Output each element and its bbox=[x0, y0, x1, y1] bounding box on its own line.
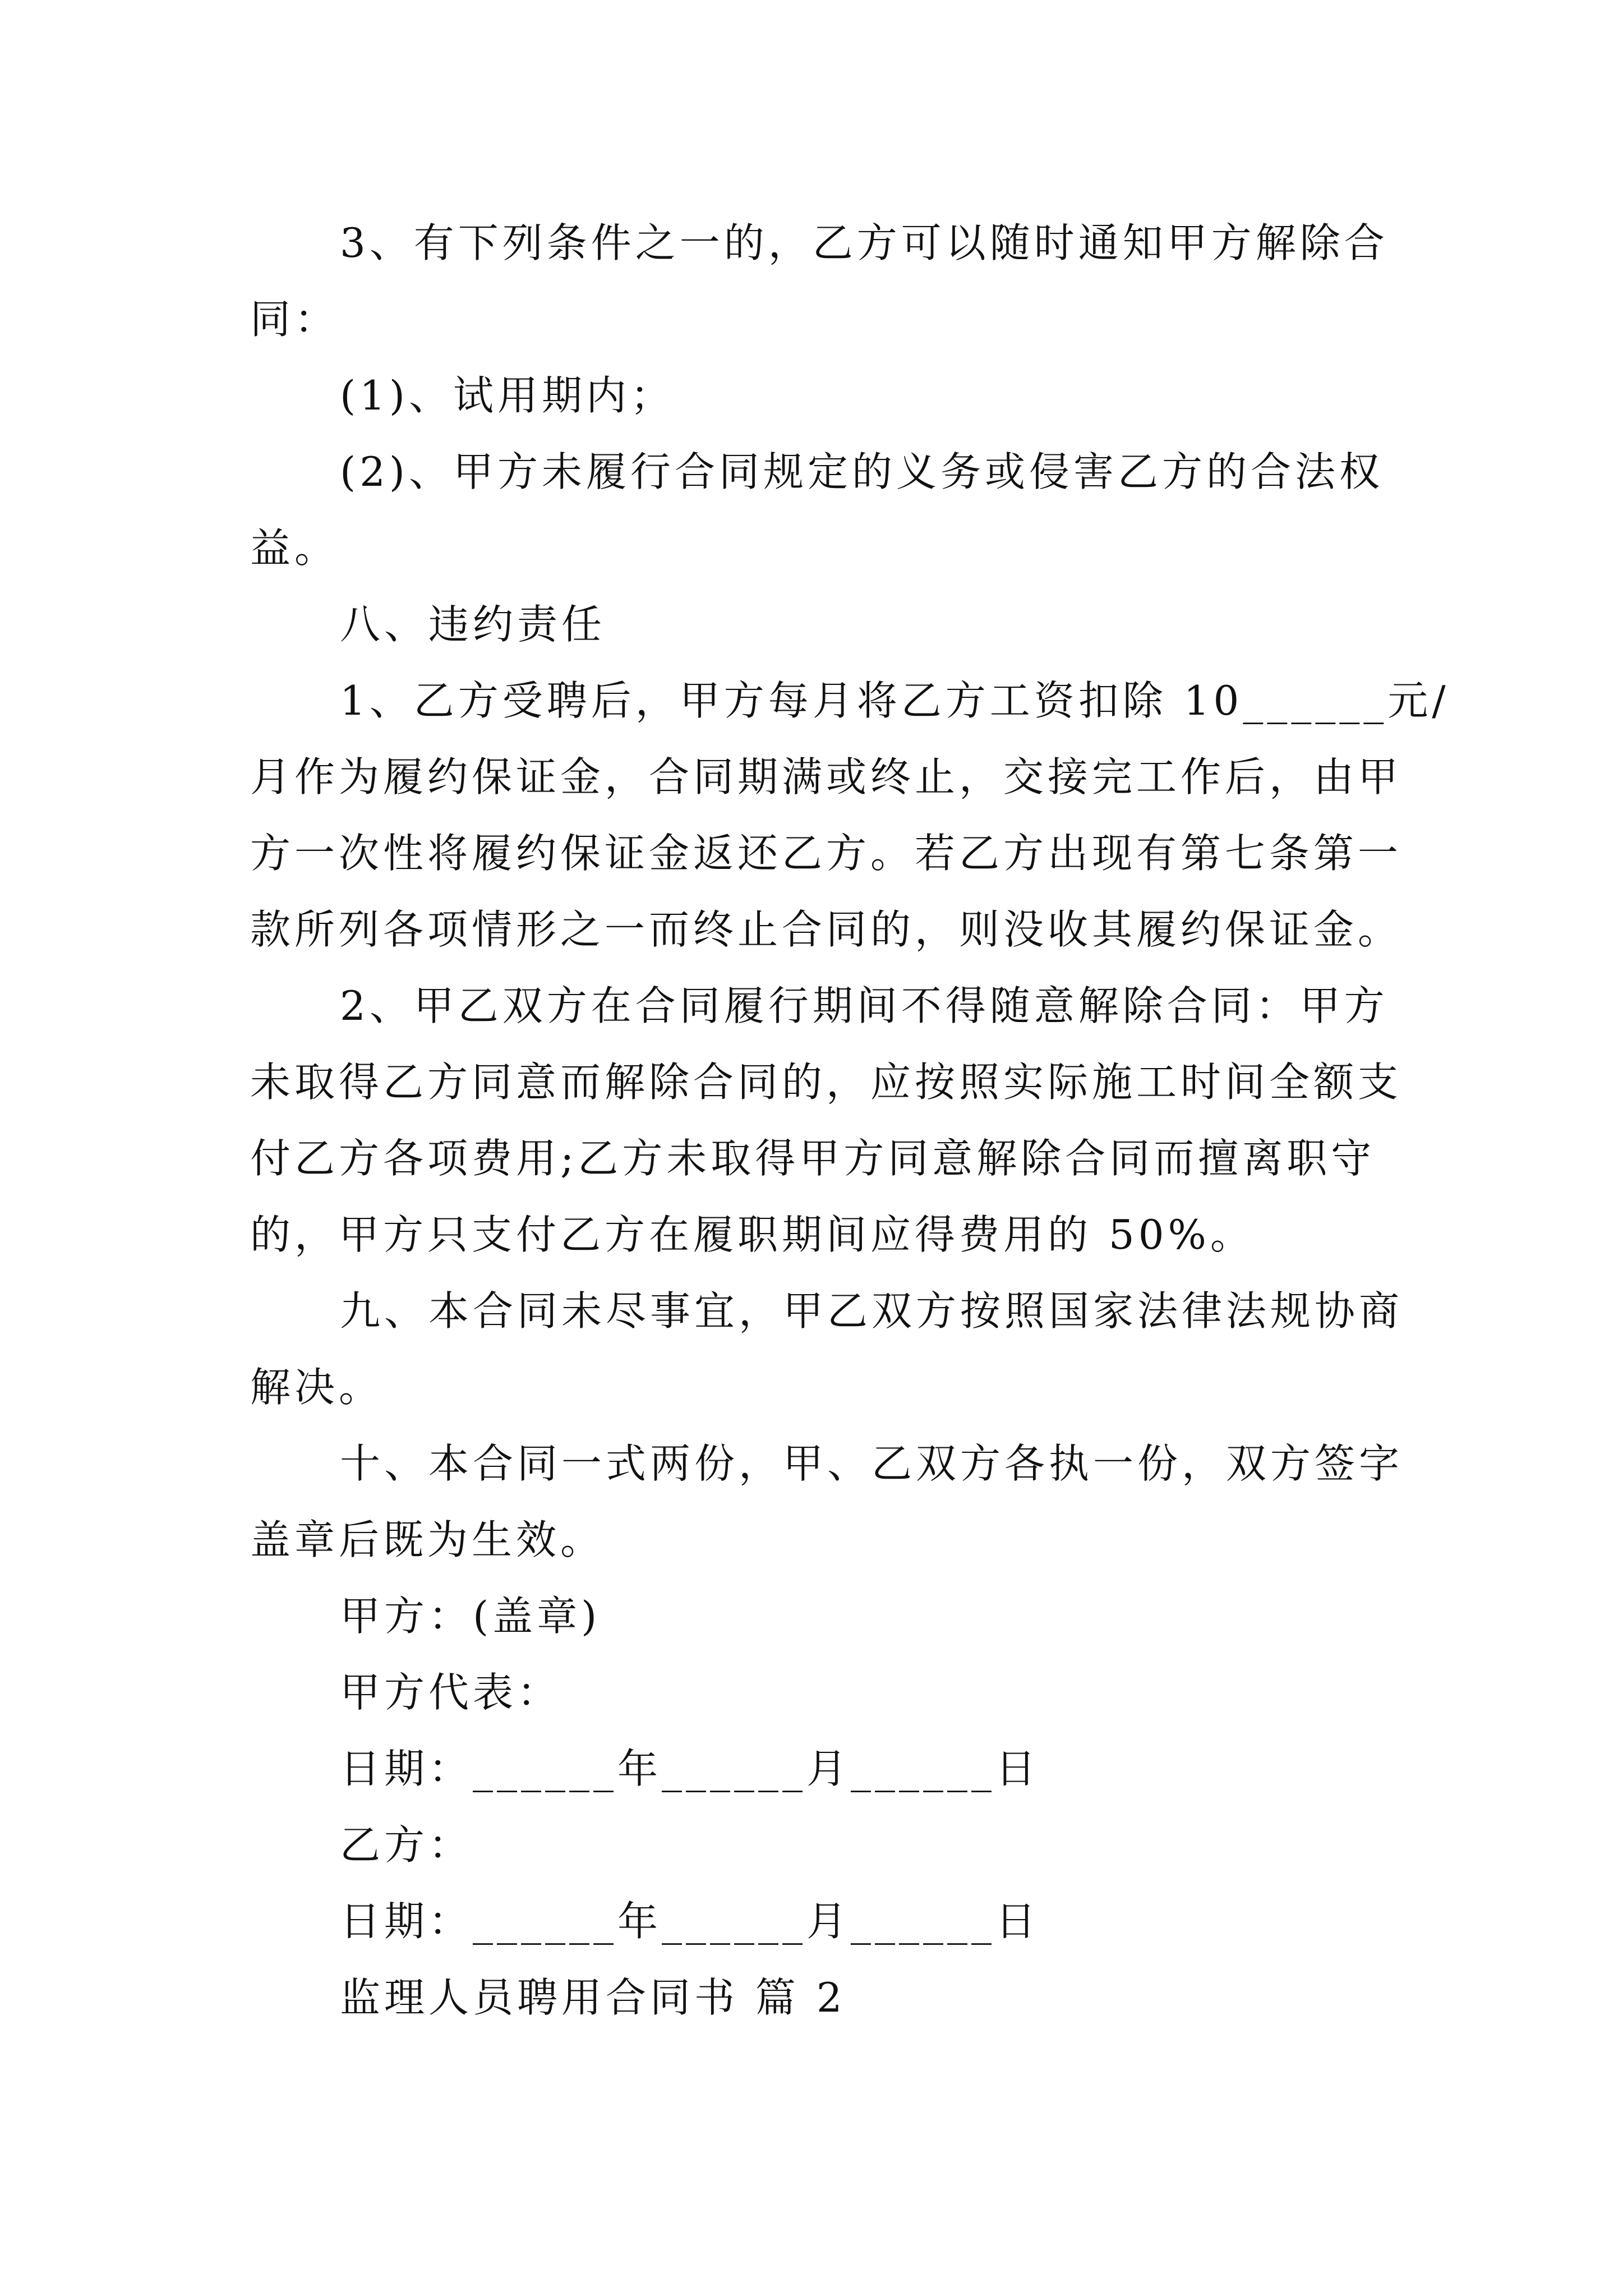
clause-7-3-line-2: 同： bbox=[250, 296, 339, 343]
section-8-heading: 八、违约责任 bbox=[340, 601, 606, 648]
section-10-line-1: 十、本合同一式两份，甲、乙双方各执一份，双方签字 bbox=[340, 1440, 1404, 1487]
clause-8-2-line-3: 付乙方各项费用;乙方未取得甲方同意解除合同而擅离职守 bbox=[250, 1135, 1376, 1182]
clause-7-3-item-1: (1)、试用期内； bbox=[340, 372, 675, 419]
clause-8-2-line-4: 的，甲方只支付乙方在履职期间应得费用的 50%。 bbox=[250, 1211, 1255, 1258]
section-10-line-2: 盖章后既为生效。 bbox=[250, 1516, 605, 1563]
party-a-date: 日期：______年______月______日 bbox=[340, 1745, 1040, 1792]
section-9-line-1: 九、本合同未尽事宜，甲乙双方按照国家法律法规协商 bbox=[340, 1287, 1404, 1335]
next-section-title: 监理人员聘用合同书 篇 2 bbox=[340, 1974, 846, 2021]
clause-7-3-item-2-line-1: (2)、甲方未履行合同规定的义务或侵害乙方的合法权 bbox=[340, 448, 1384, 495]
party-a-seal: 甲方：(盖章) bbox=[340, 1593, 601, 1640]
clause-8-2-line-1: 2、甲乙双方在合同履行期间不得随意解除合同：甲方 bbox=[340, 982, 1389, 1029]
clause-8-1-line-1: 1、乙方受聘后，甲方每月将乙方工资扣除 10______元/ bbox=[340, 677, 1450, 724]
clause-8-1-line-3: 方一次性将履约保证金返还乙方。若乙方出现有第七条第一 bbox=[250, 830, 1403, 877]
clause-8-1-line-4: 款所列各项情形之一而终止合同的，则没收其履约保证金。 bbox=[250, 906, 1403, 953]
clause-7-3-line-1: 3、有下列条件之一的，乙方可以随时通知甲方解除合 bbox=[340, 219, 1389, 266]
party-b: 乙方： bbox=[340, 1821, 473, 1869]
clause-8-2-line-2: 未取得乙方同意而解除合同的，应按照实际施工时间全额支 bbox=[250, 1059, 1403, 1106]
party-b-date: 日期：______年______月______日 bbox=[340, 1898, 1040, 1945]
party-a-representative: 甲方代表： bbox=[340, 1669, 562, 1716]
clause-7-3-item-2-line-2: 益。 bbox=[250, 524, 339, 572]
clause-8-1-line-2: 月作为履约保证金，合同期满或终止，交接完工作后，由甲 bbox=[250, 753, 1403, 800]
section-9-line-2: 解决。 bbox=[250, 1364, 384, 1411]
